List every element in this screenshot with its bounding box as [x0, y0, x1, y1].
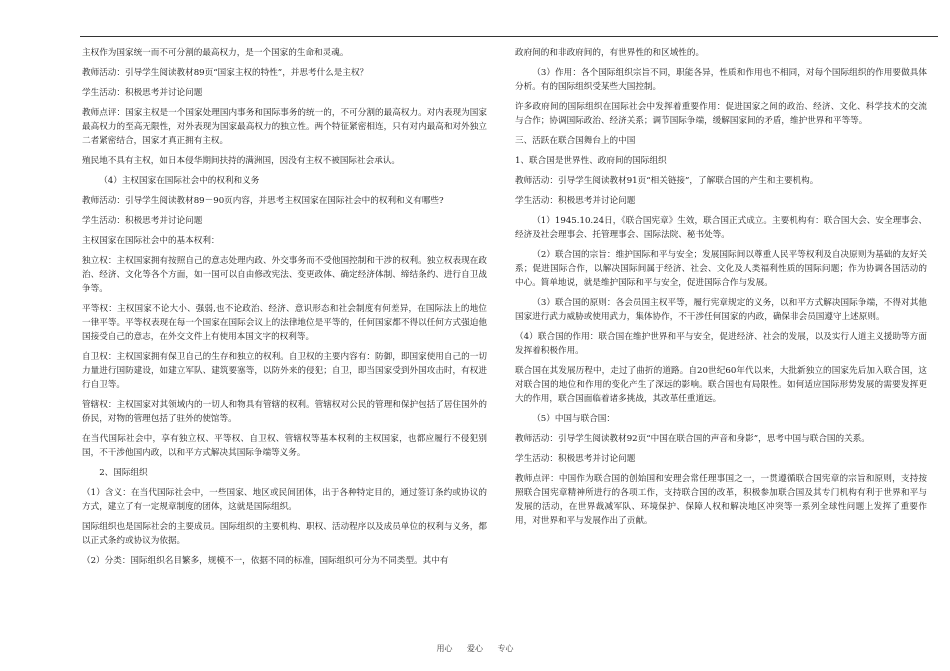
- paragraph: （2）分类：国际组织名目繁多，规模不一，依据不同的标准，国际组织可分为不同类型。其中有: [82, 556, 449, 566]
- header-rule: [80, 36, 938, 37]
- paragraph: 国际组织也是国际社会的主要成员。国际组织的主要机构、职权、活动程序以及成员单位的权利与义务，都以正式条约或协议为依据。: [82, 522, 487, 546]
- paragraph: 教师点评：国家主权是一个国家处理国内事务和国际事务的统一的，不可分割的最高权力。对内表现为国家最高权力的至高无限性，对外表现为国家最高权力的独立性。两个特征紧密相连，只有对内最高和对外独立二者紧密结合，国家才真正拥有主权。: [82, 108, 487, 146]
- paragraph: 政府间的和非政府间的，有世界性的和区域性的。: [515, 48, 705, 58]
- paragraph: 学生活动：积极思考并讨论问题: [515, 196, 636, 206]
- paragraph: 许多政府间的国际组织在国际社会中发挥着重要作用：促进国家之间的政治、经济、文化、科学技术的交流与合作；协调国际政治、经济关系；调节国际争端，缓解国家间的矛盾，维护世界和平等等。: [515, 102, 927, 126]
- footer-word-2: 爱心: [467, 644, 483, 653]
- paragraph: 在当代国际社会中，享有独立权、平等权、自卫权、管辖权等基本权利的主权国家，也都应履行不侵犯别国，不干涉他国内政，以和平方式解决其国际争端等义务。: [82, 434, 487, 458]
- paragraph: 管辖权：主权国家对其领域内的一切人和物具有管辖的权利。管辖权对公民的管理和保护包括了居住国外的侨民，对物的管理包括了驻外的使馆等。: [82, 400, 487, 424]
- paragraph: 独立权：主权国家拥有按照自己的意志处理内政、外交事务而不受他国控制和干涉的权利。独立权表现在政治、经济、文化等各个方面，如一国可以自由修改宪法、变更政体、确定经济体制、缔结条约、进行自卫战争等。: [82, 256, 487, 294]
- paragraph: 主权国家在国际社会中的基本权利：: [82, 236, 220, 246]
- paragraph: 教师活动：引导学生阅读教材89－90页内容，并思考主权国家在国际社会中的权利和义有哪些?: [82, 196, 444, 206]
- paragraph: 学生活动：积极思考并讨论问题: [82, 216, 203, 226]
- paragraph: （2）联合国的宗旨：维护国际和平与安全；发展国际间以尊重人民平等权利及自决原则为基础的友好关系；促进国际合作，以解决国际间属于经济、社会、文化及人类福利性质的国际问题；作为协调各国活动的中心。简单地说，就是维护国际和平与安全，促进国际合作与发展。: [515, 250, 927, 288]
- paragraph: 学生活动：积极思考并讨论问题: [82, 88, 203, 98]
- page-footer: [0, 643, 950, 654]
- paragraph: 自卫权：主权国家拥有保卫自己的生存和独立的权利。自卫权的主要内容有：防御，即国家使用自己的一切力量进行国防建设，如建立军队、建筑要塞等，以防外来的侵犯；自卫，即当国家受到外国攻击时，有权进行自卫等。: [82, 352, 487, 390]
- left-column: [82, 46, 487, 574]
- paragraph: 教师点评：中国作为联合国的创始国和安理会常任理事国之一，一贯遵循联合国宪章的宗旨和原则，支持按照联合国宪章精神所进行的各项工作，支持联合国的改革，积极参加联合国及其专门机构有利于世界和平与发展的活动，在世界裁减军队、环境保护、保障人权和解决地区冲突等一系列全球性问题上发挥了重要作用，对世界和平与发展作出了贡献。: [515, 474, 927, 526]
- paragraph: 1、联合国是世界性、政府间的国际组织: [515, 156, 667, 166]
- paragraph: （1）含义：在当代国际社会中，一些国家、地区或民间团体，出于各种特定目的，通过签订条约或协议的方式，建立了有一定规章制度的团体，这就是国际组织。: [82, 488, 487, 512]
- paragraph: （3）作用：各个国际组织宗旨不同，职能各异，性质和作用也不相同，对每个国际组织的作用要做具体分析。有的国际组织受某些大国控制。: [515, 68, 927, 92]
- paragraph: 联合国在其发展历程中，走过了曲折的道路。自20世纪60年代以来，大批新独立的国家先后加入联合国，这对联合国的地位和作用的变化产生了深远的影响。联合国也有局限性。如何适应国际形势发展的需要发挥更大的作用，联合国面临着诸多挑战，其改革任重道远。: [515, 366, 927, 404]
- paragraph: 2、国际组织: [99, 468, 148, 478]
- paragraph: 殖民地不具有主权，如日本侵华期间扶持的满洲国，因没有主权不被国际社会承认。: [82, 156, 400, 166]
- paragraph: 主权作为国家统一而不可分割的最高权力，是一个国家的生命和灵魂。: [82, 48, 349, 58]
- paragraph: 教师活动：引导学生阅读教材89页“国家主权的特性”，并思考什么是主权？: [82, 68, 369, 78]
- paragraph: （1）1945.10.24日，《联合国宪章》生效，联合国正式成立。主要机构有：联合国大会、安全理事会、经济及社会理事会、托管理事会、国际法院、秘书处等。: [515, 216, 927, 240]
- paragraph: （4）主权国家在国际社会中的权利和义务: [99, 176, 260, 186]
- paragraph: 教师活动：引导学生阅读教材91页“相关链接”，了解联合国的产生和主要机构。: [515, 176, 819, 186]
- paragraph: （3）联合国的原则：各会员国主权平等，履行宪章规定的义务，以和平方式解决国际争端，不得对其他国家进行武力威胁或使用武力，集体协作，不干涉任何国家的内政，确保非会员国遵守上述原则。: [515, 298, 927, 322]
- right-column: [515, 46, 927, 534]
- paragraph: 平等权：主权国家不论大小、强弱,也不论政治、经济、意识形态和社会制度有何差异，在国际法上的地位一律平等。平等权表现在每一个国家在国际会议上的法律地位是平等的，任何国家都不得以任何方式强迫他国接受自己的意志，在外交文件上有使用本国文字的权利等。: [82, 304, 487, 342]
- paragraph: （4）联合国的作用：联合国在维护世界和平与安全，促进经济、社会的发展，以及实行人道主义援助等方面发挥着积极作用。: [515, 332, 927, 356]
- paragraph: （5）中国与联合国：: [532, 414, 615, 424]
- footer-word-3: 专心: [497, 644, 514, 653]
- paragraph: 教师活动：引导学生阅读教材92页“中国在联合国的声音和身影”，思考中国与联合国的关系。: [515, 434, 870, 444]
- footer-word-1: 用心: [436, 644, 453, 653]
- paragraph: 三、活跃在联合国舞台上的中国: [515, 136, 636, 146]
- paragraph: 学生活动：积极思考并讨论问题: [515, 454, 636, 464]
